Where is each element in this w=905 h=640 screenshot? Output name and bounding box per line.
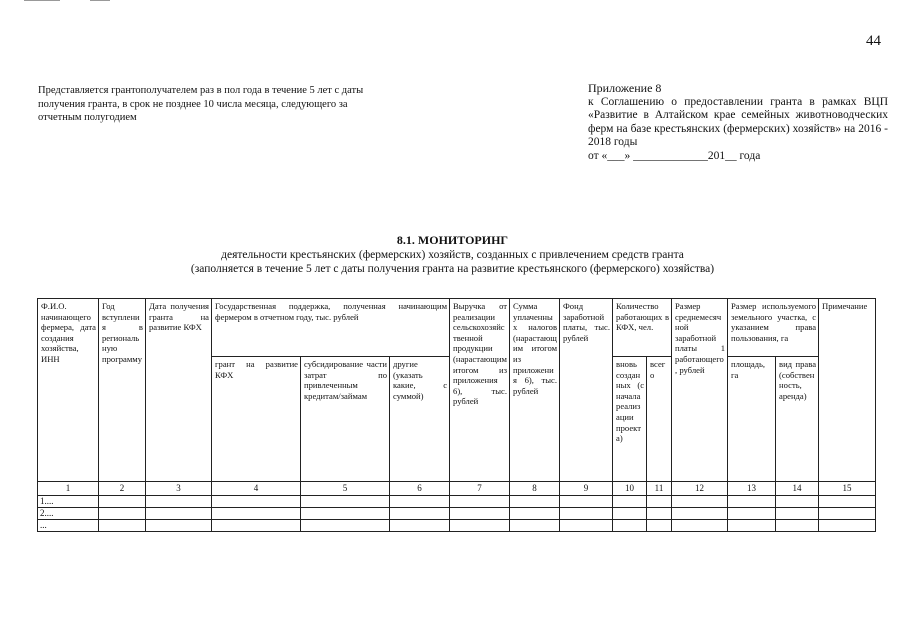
header-land-area: площадь, га xyxy=(728,357,776,482)
page-number: 44 xyxy=(866,33,881,49)
column-numbers-row xyxy=(38,482,876,496)
column-number: 5 xyxy=(301,482,390,496)
table-cell[interactable] xyxy=(390,520,450,532)
table-cell[interactable] xyxy=(613,520,647,532)
column-number: 1 xyxy=(38,482,99,496)
table-cell[interactable] xyxy=(510,520,560,532)
table-cell[interactable] xyxy=(146,520,212,532)
monitoring-table xyxy=(37,298,876,532)
column-number: 12 xyxy=(672,482,728,496)
table-cell[interactable] xyxy=(560,508,613,520)
table-cell[interactable] xyxy=(776,508,819,520)
table-cell[interactable] xyxy=(560,520,613,532)
column-number: 9 xyxy=(560,482,613,496)
table-cell[interactable] xyxy=(647,496,672,508)
table-cell[interactable] xyxy=(613,508,647,520)
table-cell[interactable] xyxy=(672,508,728,520)
table-cell[interactable] xyxy=(776,520,819,532)
table-cell[interactable] xyxy=(510,496,560,508)
table-cell[interactable] xyxy=(301,508,390,520)
table-cell[interactable] xyxy=(647,520,672,532)
table-cell[interactable] xyxy=(819,520,876,532)
form-instruction: (заполняется в течение 5 лет с даты получения гранта на развитие крестьянского (фермерского) хозяйства) xyxy=(190,263,715,275)
table-cell[interactable] xyxy=(390,508,450,520)
table-cell[interactable] xyxy=(212,520,301,532)
table-cell[interactable] xyxy=(301,496,390,508)
header-other: другие (указать какие, с суммой) xyxy=(390,357,450,482)
header-farmer: Ф.И.О. начинающего фермера, дата создания хозяйства, ИНН xyxy=(38,299,99,482)
top-edge-marks xyxy=(24,0,114,2)
table-cell[interactable] xyxy=(212,496,301,508)
column-number: 15 xyxy=(819,482,876,496)
header-program-year: Год вступления в региональную программу xyxy=(99,299,146,482)
appendix-block xyxy=(588,82,888,163)
header-payroll: Фонд заработной платы, тыс. рублей xyxy=(560,299,613,482)
table-row xyxy=(38,508,876,520)
appendix-title: Приложение 8 xyxy=(588,81,662,95)
header-revenue: Выручка от реализации сельскохозяйственной продукции (нарастающим итогом из приложения 6), тыс. рублей xyxy=(450,299,510,482)
table-cell[interactable] xyxy=(450,508,510,520)
header-avg-salary: Размер среднемесячной заработной платы 1 работающего, рублей xyxy=(672,299,728,482)
table-cell[interactable] xyxy=(390,496,450,508)
header-land-right: вид права (собственность, аренда) xyxy=(776,357,819,482)
table-cell[interactable] xyxy=(672,520,728,532)
table-cell[interactable] xyxy=(146,508,212,520)
table-row xyxy=(38,520,876,532)
header-workers: Количество работающих в КФХ, чел. xyxy=(613,299,672,357)
column-number: 2 xyxy=(99,482,146,496)
table-cell[interactable] xyxy=(728,520,776,532)
table-cell[interactable] xyxy=(450,496,510,508)
table-cell[interactable] xyxy=(99,520,146,532)
table-cell[interactable] xyxy=(672,496,728,508)
header-notes: Примечание xyxy=(819,299,876,482)
table-cell[interactable] xyxy=(510,508,560,520)
appendix-date-line: от «___» _____________201__ года xyxy=(588,149,761,162)
table-cell[interactable] xyxy=(99,496,146,508)
table-cell[interactable] xyxy=(728,508,776,520)
header-grant: грант на развитие КФХ xyxy=(212,357,301,482)
row-label: 1.... xyxy=(38,496,99,508)
column-number: 8 xyxy=(510,482,560,496)
appendix-body: к Соглашению о предоставлении гранта в рамках ВЦП «Развитие в Алтайском крае семейных животноводческих ферм на базе крестьянских (фермерских) хозяйств» на 2016 - 2018 годы xyxy=(588,95,888,148)
column-number: 4 xyxy=(212,482,301,496)
form-subtitle: деятельности крестьянских (фермерских) хозяйств, созданных с привлечением средств гранта xyxy=(221,249,684,261)
column-number: 3 xyxy=(146,482,212,496)
column-number: 14 xyxy=(776,482,819,496)
row-label: 2.... xyxy=(38,508,99,520)
table-cell[interactable] xyxy=(776,496,819,508)
table-cell[interactable] xyxy=(450,520,510,532)
column-number: 13 xyxy=(728,482,776,496)
table-cell[interactable] xyxy=(146,496,212,508)
header-new-workers: вновь созданных (с начала реализации проекта) xyxy=(613,357,647,482)
header-taxes: Сумма уплаченных налогов (нарастающим итогом из приложения 6), тыс. рублей xyxy=(510,299,560,482)
table-cell[interactable] xyxy=(819,496,876,508)
table-row xyxy=(38,496,876,508)
table-cell[interactable] xyxy=(728,496,776,508)
header-grant-date: Дата получения гранта на развитие КФХ xyxy=(146,299,212,482)
table-cell[interactable] xyxy=(560,496,613,508)
column-number: 7 xyxy=(450,482,510,496)
header-total-workers: всего xyxy=(647,357,672,482)
table-cell[interactable] xyxy=(613,496,647,508)
table-cell[interactable] xyxy=(212,508,301,520)
table-cell[interactable] xyxy=(819,508,876,520)
table-cell[interactable] xyxy=(647,508,672,520)
header-land: Размер используемого земельного участка, с указанием права пользования, га xyxy=(728,299,819,357)
header-state-support: Государственная поддержка, полученная начинающим фермером в отчетном году, тыс. рублей xyxy=(212,299,450,357)
column-number: 6 xyxy=(390,482,450,496)
header-subsidy: субсидирование части затрат по привлеченным кредитам/займам xyxy=(301,357,390,482)
row-label: ... xyxy=(38,520,99,532)
column-number: 10 xyxy=(613,482,647,496)
table-cell[interactable] xyxy=(99,508,146,520)
submission-note: Представляется грантополучателем раз в пол года в течение 5 лет с даты получения гранта, в срок не позднее 10 числа месяца, следующего за отчетным полугодием xyxy=(38,85,364,123)
table-cell[interactable] xyxy=(301,520,390,532)
column-number: 11 xyxy=(647,482,672,496)
form-title: 8.1. МОНИТОРИНГ xyxy=(396,233,509,247)
